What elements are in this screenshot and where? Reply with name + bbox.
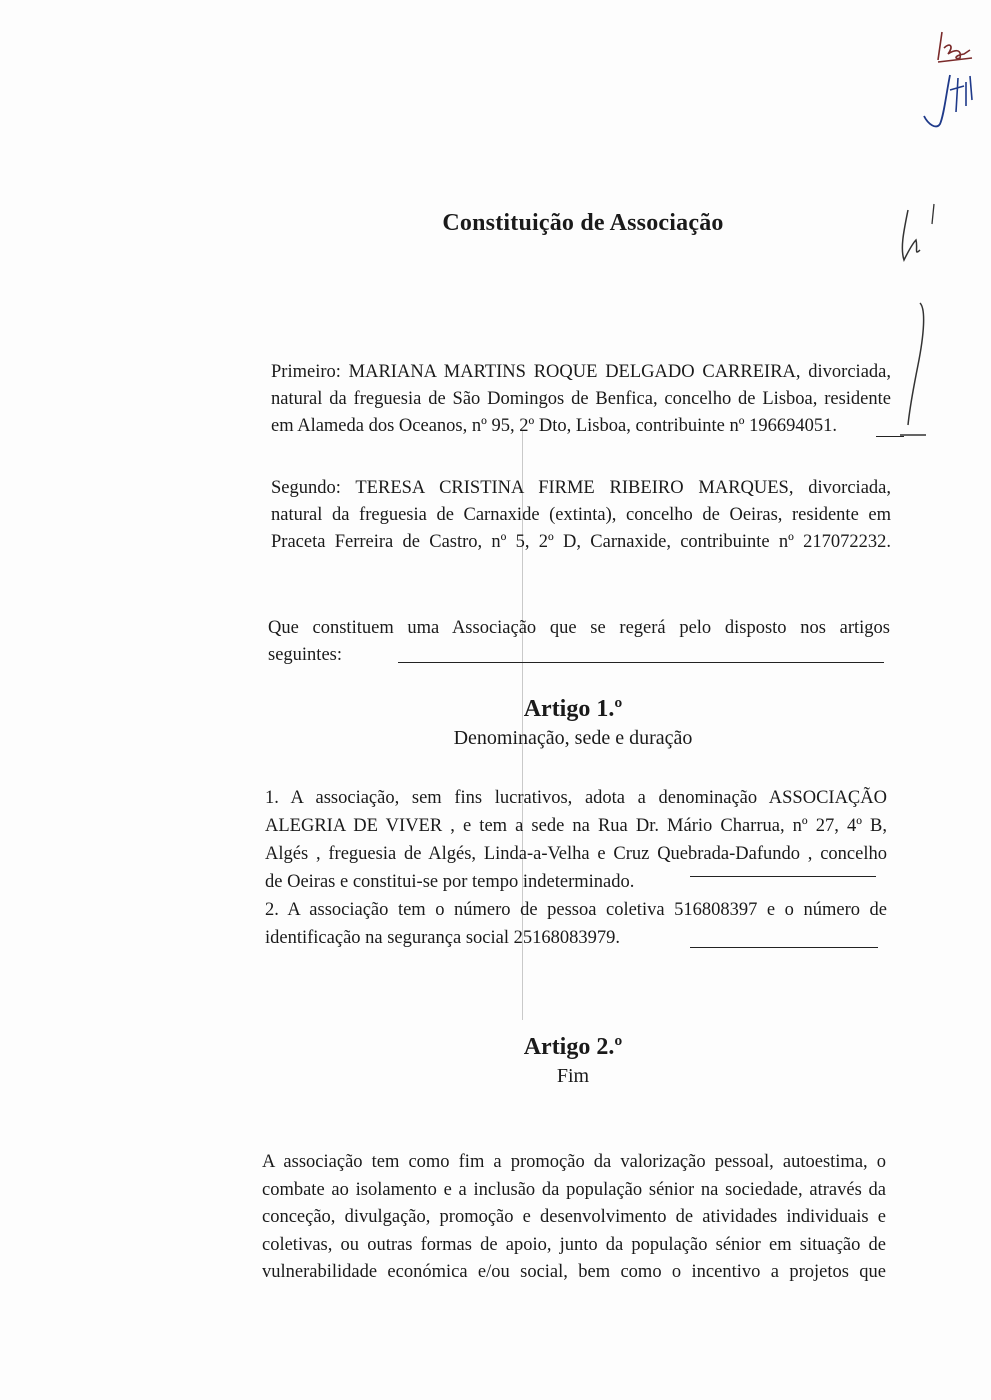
- document-title: Constituição de Associação: [442, 210, 724, 236]
- artigo1-line-6: identificação na segurança social 25168083979.: [265, 928, 620, 948]
- artigo1-line-3: Algés , freguesia de Algés, Linda-a-Velha e Cruz Quebrada-Dafundo , concelho: [265, 844, 887, 864]
- artigo2-line-2: combate ao isolamento e a inclusão da população sénior na sociedade, através da: [262, 1179, 886, 1200]
- artigo2-line-4: coletivas, ou outras formas de apoio, junto da população sénior em situação de: [262, 1234, 886, 1255]
- artigo1-body: [265, 784, 887, 952]
- segundo-line-3: Praceta Ferreira de Castro, nº 5, 2º D, Carnaxide, contribuinte nº 217072232.: [271, 532, 891, 552]
- artigo2-line-5: vulnerabilidade económica e/ou social, bem como o incentivo a projetos que: [262, 1262, 886, 1282]
- artigo1-line-2: ALEGRIA DE VIVER , e tem a sede na Rua Dr. Mário Charrua, nº 27, 4º B,: [265, 816, 887, 836]
- segundo-line-1: Segundo: TERESA CRISTINA FIRME RIBEIRO MARQUES, divorciada,: [271, 478, 891, 498]
- primeiro-line-1: Primeiro: MARIANA MARTINS ROQUE DELGADO CARREIRA, divorciada,: [271, 362, 891, 382]
- fill-line: [690, 876, 876, 877]
- primeiro-line-2: natural da freguesia de São Domingos de Benfica, concelho de Lisboa, residente: [271, 389, 891, 409]
- artigo2-subtitle: Fim: [556, 1065, 590, 1087]
- artigo2-line-3: conceção, divulgação, promoção e desenvolvimento de atividades individuais e: [262, 1207, 886, 1227]
- segundo-line-2: natural da freguesia de Carnaxide (extinta), concelho de Oeiras, residente em: [271, 505, 891, 525]
- fill-line: [398, 662, 884, 663]
- handwritten-initials-icon: [920, 20, 980, 130]
- artigo1-title: Artigo 1.º: [523, 696, 623, 722]
- artigo2-line-1: A associação tem como fim a promoção da valorização pessoal, autoestima, o: [262, 1152, 886, 1172]
- artigo2-title: Artigo 2.º: [523, 1034, 623, 1060]
- artigo2-heading: [0, 1032, 991, 1090]
- preamble: [268, 615, 890, 669]
- preamble-line-1: Que constituem uma Associação que se regerá pelo disposto nos artigos: [268, 618, 890, 638]
- party-segundo: [271, 475, 891, 556]
- artigo2-body: [262, 1149, 886, 1287]
- fill-line: [690, 947, 878, 948]
- preamble-line-2: seguintes:: [268, 645, 342, 665]
- artigo1-heading: [0, 694, 991, 752]
- artigo1-line-1: 1. A associação, sem fins lucrativos, adota a denominação ASSOCIAÇÃO: [265, 788, 887, 808]
- artigo1-subtitle: Denominação, sede e duração: [453, 727, 693, 749]
- party-primeiro: [271, 359, 891, 440]
- artigo1-line-4: de Oeiras e constitui-se por tempo indeterminado.: [265, 872, 635, 892]
- artigo1-line-5: 2. A associação tem o número de pessoa coletiva 516808397 e o número de: [265, 900, 887, 920]
- primeiro-line-3: em Alameda dos Oceanos, nº 95, 2º Dto, Lisboa, contribuinte nº 196694051.: [271, 416, 837, 436]
- fill-line: [876, 436, 904, 437]
